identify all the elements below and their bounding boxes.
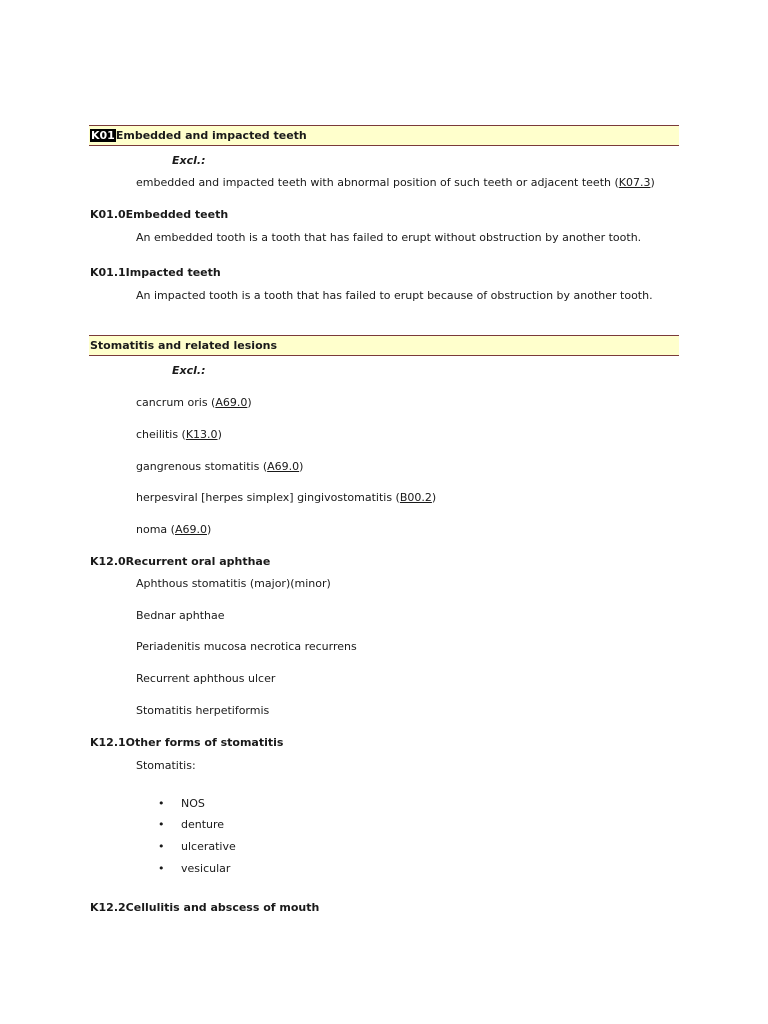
section-title: Stomatitis and related lesions — [90, 339, 277, 352]
code-ref-link[interactable]: K13.0 — [185, 428, 218, 441]
code-ref-link[interactable]: A69.0 — [174, 523, 207, 536]
excl-text: embedded and impacted teeth with abnormal position of such teeth or adjacent teeth ( — [136, 176, 619, 189]
bullet-icon: • — [158, 818, 165, 831]
excl-text-after: ) — [299, 460, 304, 473]
excl-text-after: ) — [217, 428, 222, 441]
bullet-icon: • — [158, 797, 165, 810]
subcode-heading-k12-1 — [90, 736, 283, 749]
excl-item — [136, 396, 252, 409]
list-item: Periadenitis mucosa necrotica recurrens — [136, 640, 357, 653]
excl-item — [136, 176, 655, 189]
excl-text-after: ) — [431, 491, 437, 504]
code-ref-link[interactable]: A69.0 — [267, 460, 300, 473]
bullet-item: denture — [181, 818, 225, 831]
subcode-heading-k12-2 — [90, 901, 319, 914]
subcode-heading-k12-0 — [90, 555, 270, 568]
bullet-icon: • — [158, 862, 165, 875]
code-label: K01.1 — [90, 266, 126, 279]
section-title: Embedded and impacted teeth — [115, 129, 307, 142]
excl-item — [136, 428, 222, 441]
list-item: Aphthous stomatitis (major)(minor) — [136, 577, 331, 590]
code-label: K12.1 — [90, 736, 126, 749]
excl-text-after: ) — [247, 396, 252, 409]
bullet-item: vesicular — [181, 862, 231, 875]
list-item: Recurrent aphthous ulcer — [136, 672, 276, 685]
code-ref-link[interactable]: K07.3 — [618, 176, 651, 189]
code-label: K12.0 — [90, 555, 126, 568]
bullet-icon: • — [158, 840, 165, 853]
excl-label: Excl.: — [172, 364, 206, 377]
excl-text: cancrum oris ( — [136, 396, 216, 409]
section-header-k01 — [89, 125, 679, 146]
subcode-heading-k01-1 — [90, 266, 221, 279]
list-item: Bednar aphthae — [136, 609, 225, 622]
excl-item — [136, 523, 211, 536]
excl-text: gangrenous stomatitis ( — [136, 460, 268, 473]
subcode-title: Cellulitis and abscess of mouth — [125, 901, 320, 914]
section-header-k12 — [89, 335, 679, 356]
subcode-title: Embedded teeth — [125, 208, 229, 221]
subcode-heading-k01-0 — [90, 208, 228, 221]
code-ref-link[interactable]: B00.2 — [399, 491, 432, 504]
excl-text: noma ( — [136, 523, 175, 536]
description: An embedded tooth is a tooth that has failed to erupt without obstruction by another tooth. — [136, 231, 642, 244]
excl-text-after: ) — [650, 176, 655, 189]
excl-text: cheilitis ( — [136, 428, 186, 441]
code-label: K12.2 — [90, 901, 126, 914]
excl-label: Excl.: — [172, 154, 206, 167]
bullet-item: NOS — [181, 797, 205, 810]
excl-item — [136, 491, 436, 504]
list-intro: Stomatitis: — [136, 759, 196, 772]
list-item: Stomatitis herpetiformis — [136, 704, 270, 717]
code-label: K01 — [91, 129, 115, 142]
bullet-item: ulcerative — [181, 840, 236, 853]
subcode-title: Impacted teeth — [125, 266, 221, 279]
excl-item — [136, 460, 303, 473]
code-label: K01.0 — [90, 208, 126, 221]
excl-text: herpesviral [herpes simplex] gingivostomatitis ( — [136, 491, 400, 504]
excl-text-after: ) — [206, 523, 212, 536]
description: An impacted tooth is a tooth that has failed to erupt because of obstruction by another tooth. — [136, 289, 653, 302]
subcode-title: Other forms of stomatitis — [125, 736, 284, 749]
subcode-title: Recurrent oral aphthae — [125, 555, 271, 568]
code-ref-link[interactable]: A69.0 — [215, 396, 248, 409]
